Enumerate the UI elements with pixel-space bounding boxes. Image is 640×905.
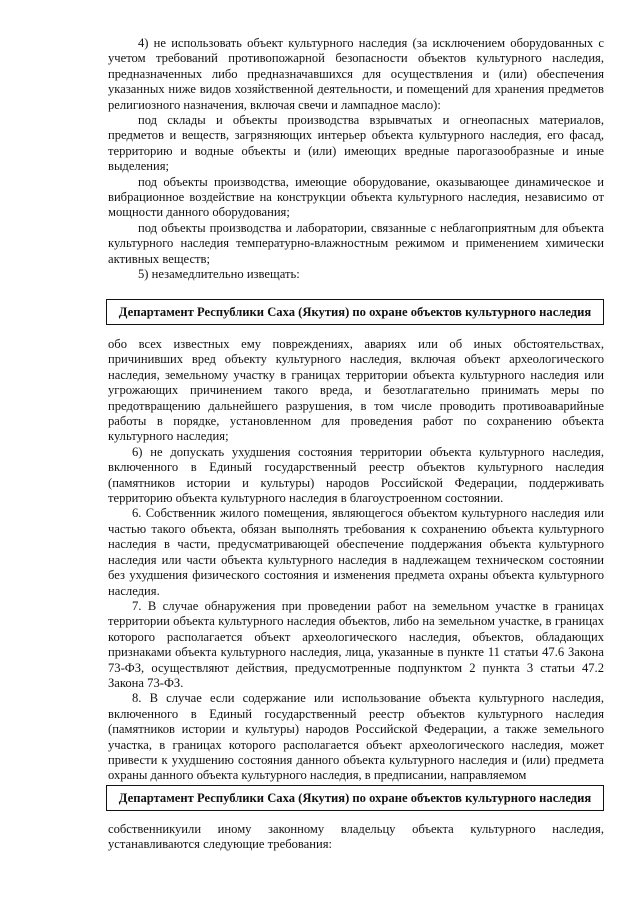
section-middle [108, 337, 604, 784]
paragraph-item-6-territory: 6) не допускать ухудшения состояния территории объекта культурного наследия, включенного в Единый государственный реестр объектов культурного наследия (памятников истории и культуры) народов Российской Федерации, поддерживать территорию объекта культурного наследия в благоустроенном состоянии. [108, 444, 604, 506]
paragraph-item-6-owner: 6. Собственник жилого помещения, являющегося объектом культурного наследия или частью такого объекта, обязан выполнять требования к сохранению объекта культурного наследия в части, предусматривающей обеспечение поддержания объекта культурного наследия или части объекта культурного наследия в надлежащем техническом состоянии без ухудшения физического состояния и изменения предмета охраны объекта культурного наследия. [108, 506, 604, 598]
paragraph-item-8: 8. В случае если содержание или использование объекта культурного наследия, включенного в Единый государственный реестр объектов культурного наследия (памятников истории и культуры) народов Российской Федерации, а также земельного участка, в границах которого располагается объект археологического наследия, может привести к ухудшению состояния данного объекта культурного наследия и (или) предмета охраны данного объекта культурного наследия, в предписании, направляемом [108, 691, 604, 783]
paragraph-owner-requirements: собственникуили иному законному владельцу объекта культурного наследия, устанавливаются следующие требования: [108, 822, 604, 852]
department-banner-2: Департамент Республики Саха (Якутия) по охране объектов культурного наследия [106, 785, 604, 811]
paragraph-item-7: 7. В случае обнаружения при проведении работ на земельном участке в границах территории объекта культурного наследия объектов, либо на земельном участке, в границах которого располагается объект археологического наследия, объектов, обладающих признаками объекта культурного наследия, лица, указанные в пункте 11 статьи 47.6 Закона 73-ФЗ, осуществляют действия, предусмотренные подпунктом 2 пункта 3 статьи 47.2 Закона 73-ФЗ. [108, 598, 604, 690]
paragraph-laboratories: под объекты производства и лаборатории, связанные с неблагоприятным для объекта культурного наследия температурно-влажностным режимом и применением химически активных веществ; [108, 220, 604, 266]
paragraph-damages: обо всех известных ему повреждениях, авариях или об иных обстоятельствах, причинивших вред объекту культурного наследия, включая объект археологического наследия, земельному участку в границах территории объекта культурного наследия или угрожающих причинением такого вреда, и безотлагательно принимать меры по предотвращению дальнейшего разрушения, в том числе проводить противоаварийные работы в порядке, установленном для проведения работ по сохранению объекта культурного наследия; [108, 337, 604, 444]
paragraph-item-4: 4) не использовать объект культурного наследия (за исключением оборудованных с учетом требований противопожарной безопасности объектов культурного наследия, предназначенных либо предназначавшихся для осуществления и (или) обеспечения указанных ниже видов хозяйственной деятельности, и помещений для хранения предметов религиозного назначения, включая свечи и лампадное масло): [108, 36, 604, 112]
section-bottom [108, 822, 604, 853]
paragraph-warehouses: под склады и объекты производства взрывчатых и огнеопасных материалов, предметов и веществ, загрязняющих интерьер объекта культурного наследия, его фасад, территорию и водные объекты и (или) имеющих вредные парогазообразные и иные выделения; [108, 113, 604, 174]
department-banner: Департамент Республики Саха (Якутия) по охране объектов культурного наследия [106, 299, 604, 325]
section-top [108, 36, 604, 283]
paragraph-item-5: 5) незамедлительно извещать: [138, 267, 300, 282]
paragraph-equipment: под объекты производства, имеющие оборудование, оказывающее динамическое и вибрационное воздействие на конструкции объекта культурного наследия, независимо от мощности данного оборудования; [108, 174, 604, 220]
